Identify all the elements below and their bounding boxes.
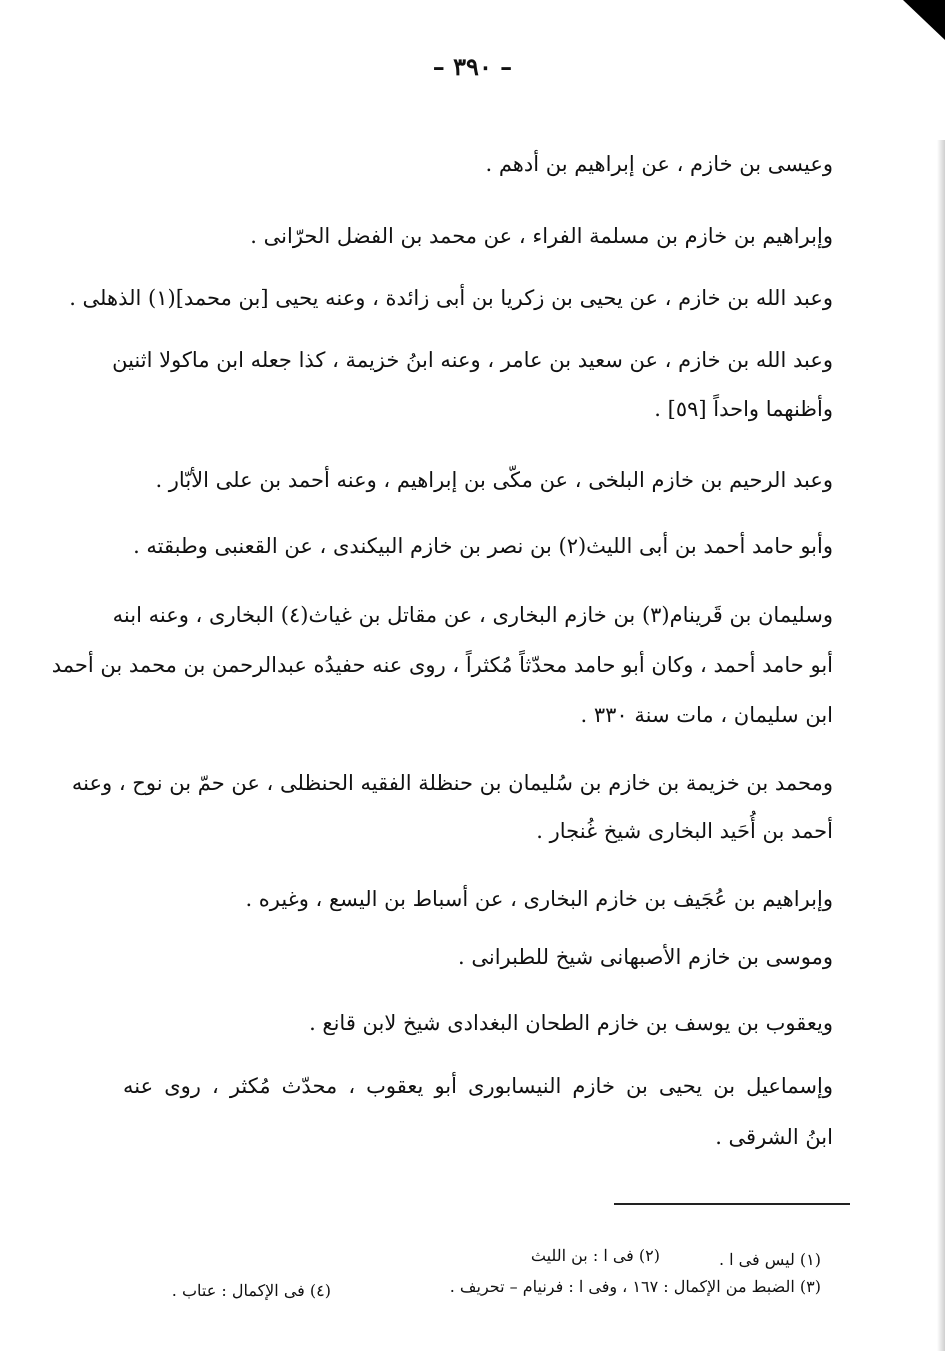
text-line: وعبد الله بن خازم ، عن سعيد بن عامر ، وعنه ابنُ خزيمة ، كذا جعله ابن ماكولا اثنين	[112, 348, 833, 372]
text-line: ويعقوب بن يوسف بن خازم الطحان البغدادى شيخ لابن قانع .	[309, 1011, 833, 1035]
footnote-1: (١) ليس فى ا .	[718, 1250, 821, 1269]
text-line: ومحمد بن خزيمة بن خازم بن سُليمان بن حنظلة الفقيه الحنظلى ، عن حمّ بن نوح ، وعنه	[71, 771, 833, 795]
page-number: – ٣٩٠ –	[432, 52, 513, 81]
footnote-rule	[614, 1203, 850, 1205]
text-line: وإبراهيم بن خازم بن مسلمة الفراء ، عن محمد بن الفضل الحرّانى .	[250, 224, 833, 248]
text-line: وأبو حامد أحمد بن أبى الليث(٢) بن نصر بن خازم البيكندى ، عن القعنبى وطبقته .	[133, 534, 833, 558]
text-line: وأظنهما واحداً [٥٩] .	[654, 397, 833, 421]
text-line: وإبراهيم بن عُجَيف بن خازم البخارى ، عن أسباط بن اليسع ، وغيره .	[245, 887, 833, 911]
text-line: أبو حامد أحمد ، وكان أبو حامد محدّثاً مُكثراً ، روى عنه حفيدُه عبدالرحمن بن محمد بن أحمد	[51, 653, 833, 677]
footnote-2: (٢) فى ا : بن الليث	[530, 1246, 660, 1265]
text-line: وموسى بن خازم الأصبهانى شيخ للطبرانى .	[458, 945, 833, 969]
page-edge-shadow	[937, 140, 945, 1351]
text-line: ابنُ الشرقى .	[715, 1125, 833, 1149]
text-line: وعبد الرحيم بن خازم البلخى ، عن مكّى بن إبراهيم ، وعنه أحمد بن على الأبّار .	[155, 468, 833, 492]
footnote-3: (٣) الضبط من الإكمال : ١٦٧ ، وفى ا : فرنيام – تحريف .	[449, 1277, 821, 1296]
text-line: وسليمان بن قَرينام(٣) بن خازم البخارى ، عن مقاتل بن غياث(٤) البخارى ، وعنه ابنه	[112, 603, 833, 627]
corner-scan-mark	[903, 0, 945, 40]
text-line: ابن سليمان ، مات سنة ٣٣٠ .	[580, 703, 833, 727]
text-line: وعبد الله بن خازم ، عن يحيى بن زكريا بن أبى زائدة ، وعنه يحيى [بن محمد](١) الذهلى .	[69, 286, 833, 310]
text-line: وإسماعيل بن يحيى بن خازم النيسابورى أبو يعقوب ، محدّث مُكثر ، روى عنه	[123, 1074, 833, 1098]
footnote-4: (٤) فى الإكمال : عتاب .	[171, 1281, 331, 1300]
text-line: أحمد بن أُحَيد البخارى شيخ غُنجار .	[536, 819, 833, 843]
text-line: وعيسى بن خازم ، عن إبراهيم بن أدهم .	[485, 152, 833, 176]
